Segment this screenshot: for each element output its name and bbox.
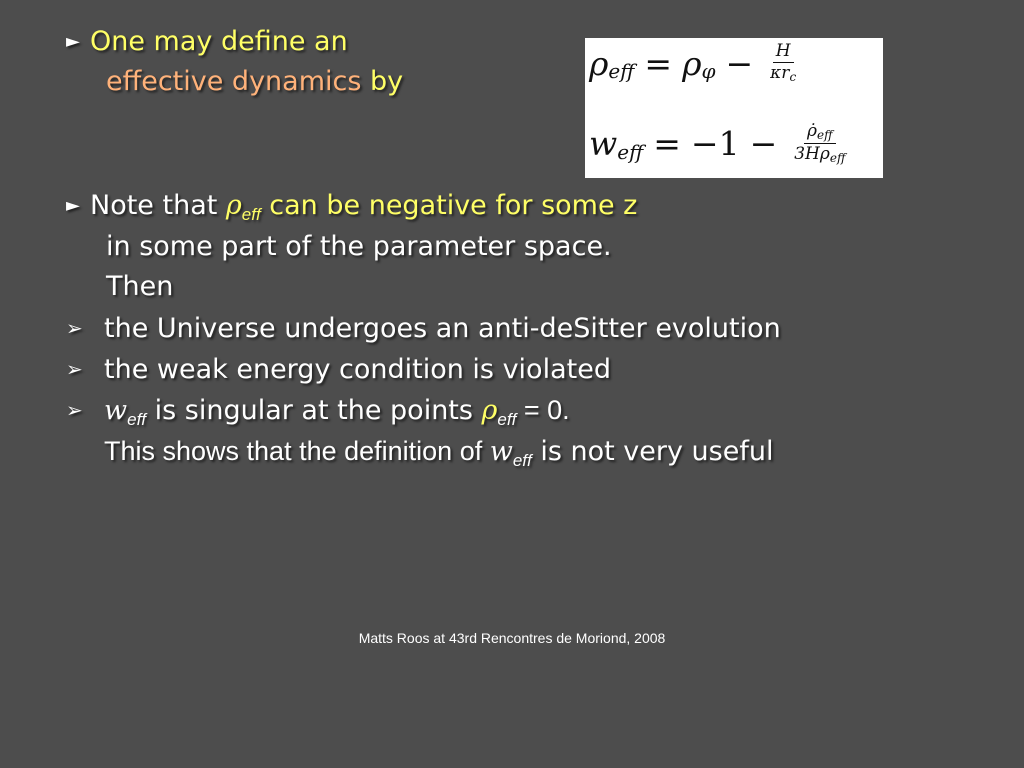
chevron-bullet-icon: ➢ — [66, 316, 83, 340]
effective-dynamics-term: effective dynamics — [106, 66, 362, 97]
eq2-minus: − — [749, 124, 778, 163]
eq2-lhs: w — [589, 124, 618, 163]
eq2-denominator — [791, 144, 848, 165]
eq2-num-sub: eff — [817, 128, 833, 142]
equation-rho-eff — [589, 42, 799, 84]
list-item-text: is singular at the points — [146, 395, 482, 426]
eq2-num-text: ρ̇ — [807, 121, 818, 141]
w-symbol: w — [104, 395, 128, 426]
triangle-bullet-icon: ► — [66, 195, 80, 216]
eq2-den-text: 3Hρ — [794, 144, 830, 164]
footer-author: Matts Roos at — [358, 630, 449, 646]
eq1-rhs: ρ — [682, 43, 702, 83]
list-item-text: the weak energy condition is violated — [104, 354, 611, 385]
eq2-const: −1 — [690, 124, 740, 163]
eq2-equals: = — [653, 124, 681, 163]
eq1-minus: − — [725, 43, 754, 83]
conclusion-line — [104, 435, 773, 477]
eq1-equals: = — [644, 43, 673, 83]
list-item — [66, 353, 611, 386]
intro-tail: by — [361, 66, 404, 97]
triangle-bullet-icon: ► — [66, 31, 80, 52]
eq2-fraction — [791, 122, 848, 165]
rho-eff-subscript: eff — [241, 205, 261, 224]
rho-symbol: ρ — [225, 190, 242, 221]
eq2-den-sub: eff — [829, 151, 846, 165]
list-item — [66, 394, 570, 436]
rho-symbol: ρ — [481, 395, 498, 426]
chevron-bullet-icon: ➢ — [66, 398, 83, 422]
note-line-3: Then — [106, 271, 174, 302]
eq1-rhs-sub: φ — [701, 59, 716, 83]
eq1-den-text: κr — [770, 63, 790, 83]
eq1-den-sub: c — [789, 70, 797, 84]
w-eff-subscript: eff — [512, 451, 532, 470]
rho-eff-subscript: eff — [497, 410, 517, 429]
equation-w-eff — [589, 122, 848, 165]
intro-text: One may define an — [90, 26, 348, 57]
eq1-fraction — [767, 42, 799, 84]
conclusion-suffix: is not very useful — [531, 436, 774, 467]
eq2-lhs-sub: eff — [617, 139, 644, 164]
list-item — [66, 312, 781, 345]
list-item-text: the Universe undergoes an anti-deSitter evolution — [104, 313, 781, 344]
w-eff-subscript: eff — [127, 410, 147, 429]
intro-line-2 — [106, 66, 403, 98]
chevron-bullet-icon: ➢ — [66, 357, 83, 381]
intro-line-1 — [66, 26, 348, 58]
w-symbol: w — [489, 436, 513, 467]
note-line-2: in some part of the parameter space. — [106, 231, 612, 262]
slide-footer — [0, 630, 1024, 646]
footer-event: 43rd Rencontres de Moriond, 2008 — [448, 630, 666, 646]
note-prefix: Note that — [90, 190, 226, 221]
eq1-numerator: H — [773, 42, 794, 63]
note-highlight: can be negative for some z — [260, 190, 638, 221]
equation-image — [585, 38, 883, 178]
conclusion-prefix: This shows that the definition of — [104, 436, 490, 466]
eq1-lhs-sub: eff — [608, 59, 635, 83]
equals-zero: = 0. — [516, 395, 570, 425]
eq1-lhs: ρ — [589, 43, 609, 83]
note-line-1 — [66, 190, 637, 231]
eq1-denominator — [767, 63, 799, 84]
eq2-numerator — [804, 122, 836, 144]
